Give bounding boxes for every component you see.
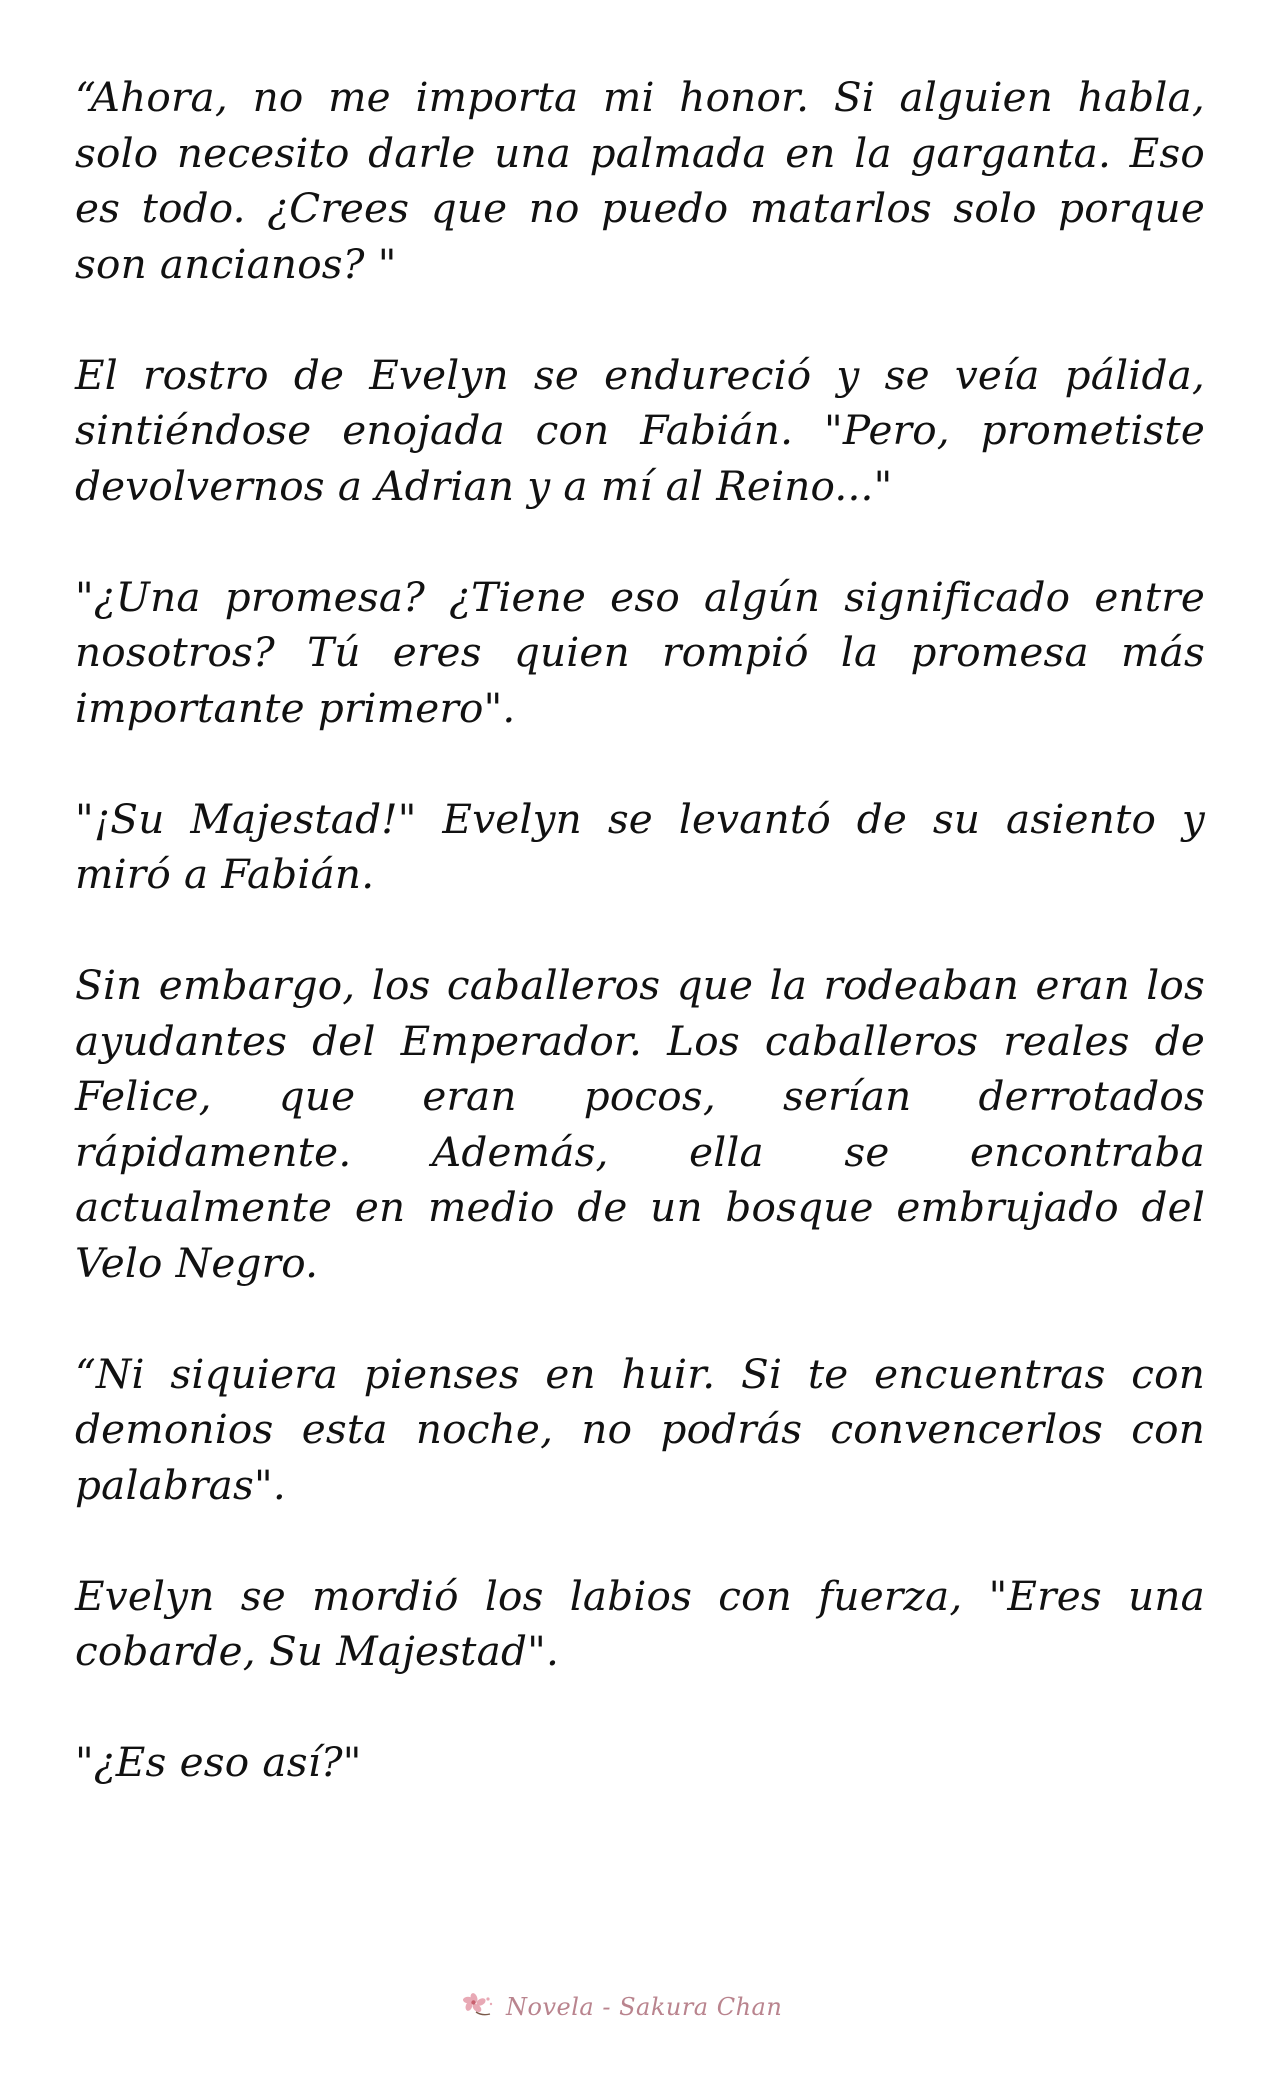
paragraph-5: Sin embargo, los caballeros que la rodeaban eran los ayudantes del Emperador. Los caballeros reales de Felice, que eran pocos, serían derrotados rápidamente. Además, ella se encontraba actualmente en medio de un bosque embrujado del Velo Negro.: [75, 961, 1205, 1287]
watermark-text: Novela - Sakura Chan: [506, 1993, 783, 2021]
paragraph-7: Evelyn se mordió los labios con fuerza, "Eres una cobarde, Su Majestad".: [75, 1571, 1205, 1675]
paragraph-8: "¿Es eso así?": [75, 1738, 362, 1786]
watermark: [462, 1990, 782, 2024]
paragraph-2: El rostro de Evelyn se endureció y se veía pálida, sintiéndose enojada con Fabián. "Pero, prometiste devolvernos a Adrian y a mí al Reino...": [75, 350, 1205, 510]
sakura-blossom-icon: [462, 1990, 496, 2024]
paragraph-1: “Ahora, no me importa mi honor. Si alguien habla, solo necesito darle una palmada en la garganta. Eso es todo. ¿Crees que no puedo matarlos solo porque son ancianos? ": [75, 73, 1205, 288]
paragraph-6: “Ni siquiera pienses en huir. Si te encuentras con demonios esta noche, no podrás convencerlos con palabras".: [75, 1349, 1205, 1509]
paragraph-4: "¡Su Majestad!" Evelyn se levantó de su asiento y miró a Fabián.: [75, 794, 1205, 898]
paragraph-3: "¿Una promesa? ¿Tiene eso algún significado entre nosotros? Tú eres quien rompió la promesa más importante primero".: [75, 572, 1205, 732]
novel-page: [75, 70, 1205, 1846]
